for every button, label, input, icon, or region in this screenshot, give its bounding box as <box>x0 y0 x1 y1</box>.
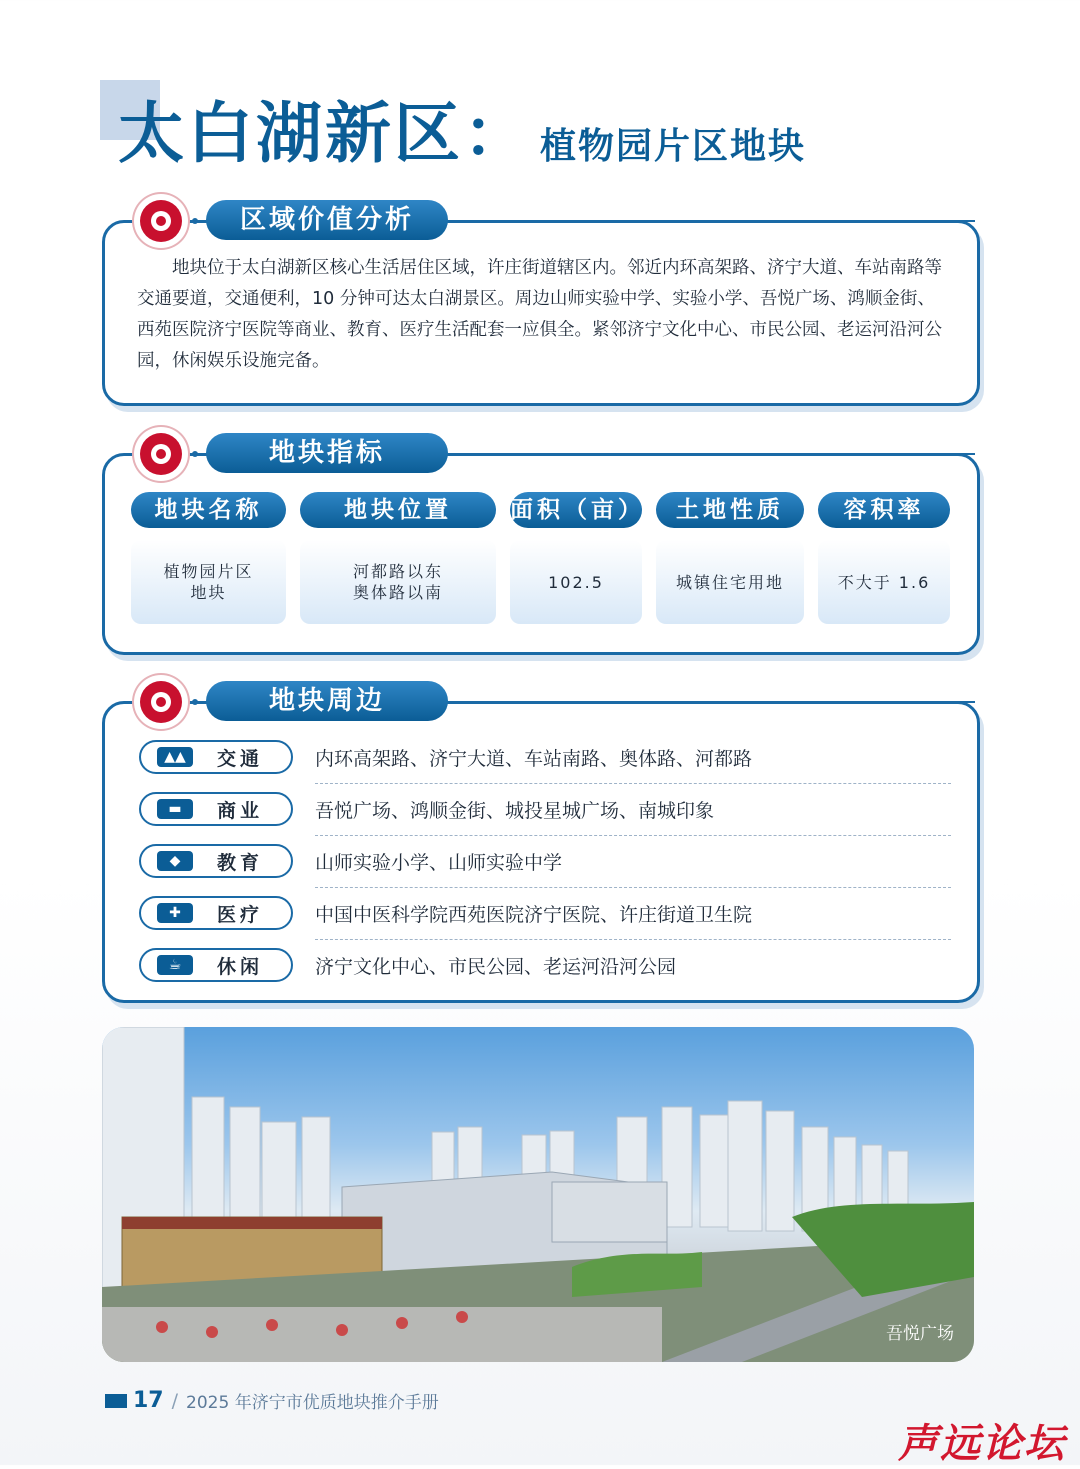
indicator-header-area: 面积（亩） <box>510 492 642 528</box>
briefcase-icon: ▬ <box>157 799 193 819</box>
category-detail: 山师实验小学、山师实验中学 <box>315 852 563 874</box>
dot-icon <box>192 451 198 457</box>
watermark-logo: 声远论坛 <box>898 1421 1066 1467</box>
section-title-region: 区域价值分析 <box>206 200 448 240</box>
footer-marker <box>105 1394 127 1408</box>
teacup-icon: ☕ <box>157 955 193 975</box>
indicator-header-location: 地块位置 <box>300 492 496 528</box>
indicator-value-location: 河都路以东 奥体路以南 <box>300 540 496 624</box>
surrounding-row <box>139 732 951 784</box>
category-label: 医疗 <box>217 904 264 926</box>
section-title-indicators: 地块指标 <box>206 433 448 473</box>
graduation-cap-icon: ◆ <box>157 851 193 871</box>
category-label: 交通 <box>217 748 264 770</box>
indicators-panel <box>102 453 980 655</box>
surroundings-panel <box>102 701 980 1003</box>
medical-cross-icon: ✚ <box>157 903 193 923</box>
emblem-icon <box>140 433 182 475</box>
surrounding-row <box>139 940 951 992</box>
category-badge <box>139 844 293 878</box>
indicator-header-name: 地块名称 <box>131 492 286 528</box>
photo-caption: 吾悦广场 <box>886 1324 954 1344</box>
footer-separator: / <box>171 1389 179 1412</box>
category-detail: 济宁文化中心、市民公园、老运河沿河公园 <box>315 956 677 978</box>
page-subtitle: 植物园片区地块 <box>540 126 807 167</box>
indicator-value-land-type: 城镇住宅用地 <box>656 540 804 624</box>
city-photo <box>102 1027 974 1362</box>
surrounding-row <box>139 784 951 836</box>
category-badge <box>139 948 293 982</box>
category-badge <box>139 896 293 930</box>
indicator-header-land-type: 土地性质 <box>656 492 804 528</box>
region-value-panel <box>102 220 980 406</box>
city-skyline-illustration <box>102 1027 974 1362</box>
category-detail: 中国中医科学院西苑医院济宁医院、许庄街道卫生院 <box>315 904 753 926</box>
dot-icon <box>192 218 198 224</box>
indicator-value-area: 102.5 <box>510 540 642 624</box>
footer-title: 2025 年济宁市优质地块推介手册 <box>186 1393 439 1413</box>
header-rule <box>465 220 975 222</box>
section-title-surroundings: 地块周边 <box>206 681 448 721</box>
category-label: 休闲 <box>217 956 264 978</box>
surrounding-row <box>139 888 951 940</box>
dot-icon <box>192 699 198 705</box>
header-rule <box>465 453 975 455</box>
header-rule <box>465 701 975 703</box>
emblem-icon <box>140 200 182 242</box>
indicator-value-name: 植物园片区 地块 <box>131 540 286 624</box>
category-detail: 吾悦广场、鸿顺金街、城投星城广场、南城印象 <box>315 800 715 822</box>
category-badge <box>139 792 293 826</box>
page-footer <box>105 1388 439 1413</box>
category-badge <box>139 740 293 774</box>
indicator-value-far: 不大于 1.6 <box>818 540 950 624</box>
category-label: 教育 <box>217 852 264 874</box>
indicator-header-far: 容积率 <box>818 492 950 528</box>
emblem-icon <box>140 681 182 723</box>
page-title: 太白湖新区： <box>118 94 532 172</box>
surrounding-row <box>139 836 951 888</box>
road-icon: ▲▲ <box>157 747 193 767</box>
region-description: 地块位于太白湖新区核心生活居住区域，许庄街道辖区内。邻近内环高架路、济宁大道、车站南路等交通要道，交通便利，10 分钟可达太白湖景区。周边山师实验中学、实验小学、吾悦广场、鸿顺金街、西苑医院济宁医院等商业、教育、医疗生活配套一应俱全。紧邻济宁文化中心、市民公园、老运河沿河公园，休闲娱乐设施完备。 <box>137 258 942 371</box>
category-detail: 内环高架路、济宁大道、车站南路、奥体路、河都路 <box>315 748 753 770</box>
page-number: 17 <box>133 1388 164 1413</box>
category-label: 商业 <box>217 800 264 822</box>
